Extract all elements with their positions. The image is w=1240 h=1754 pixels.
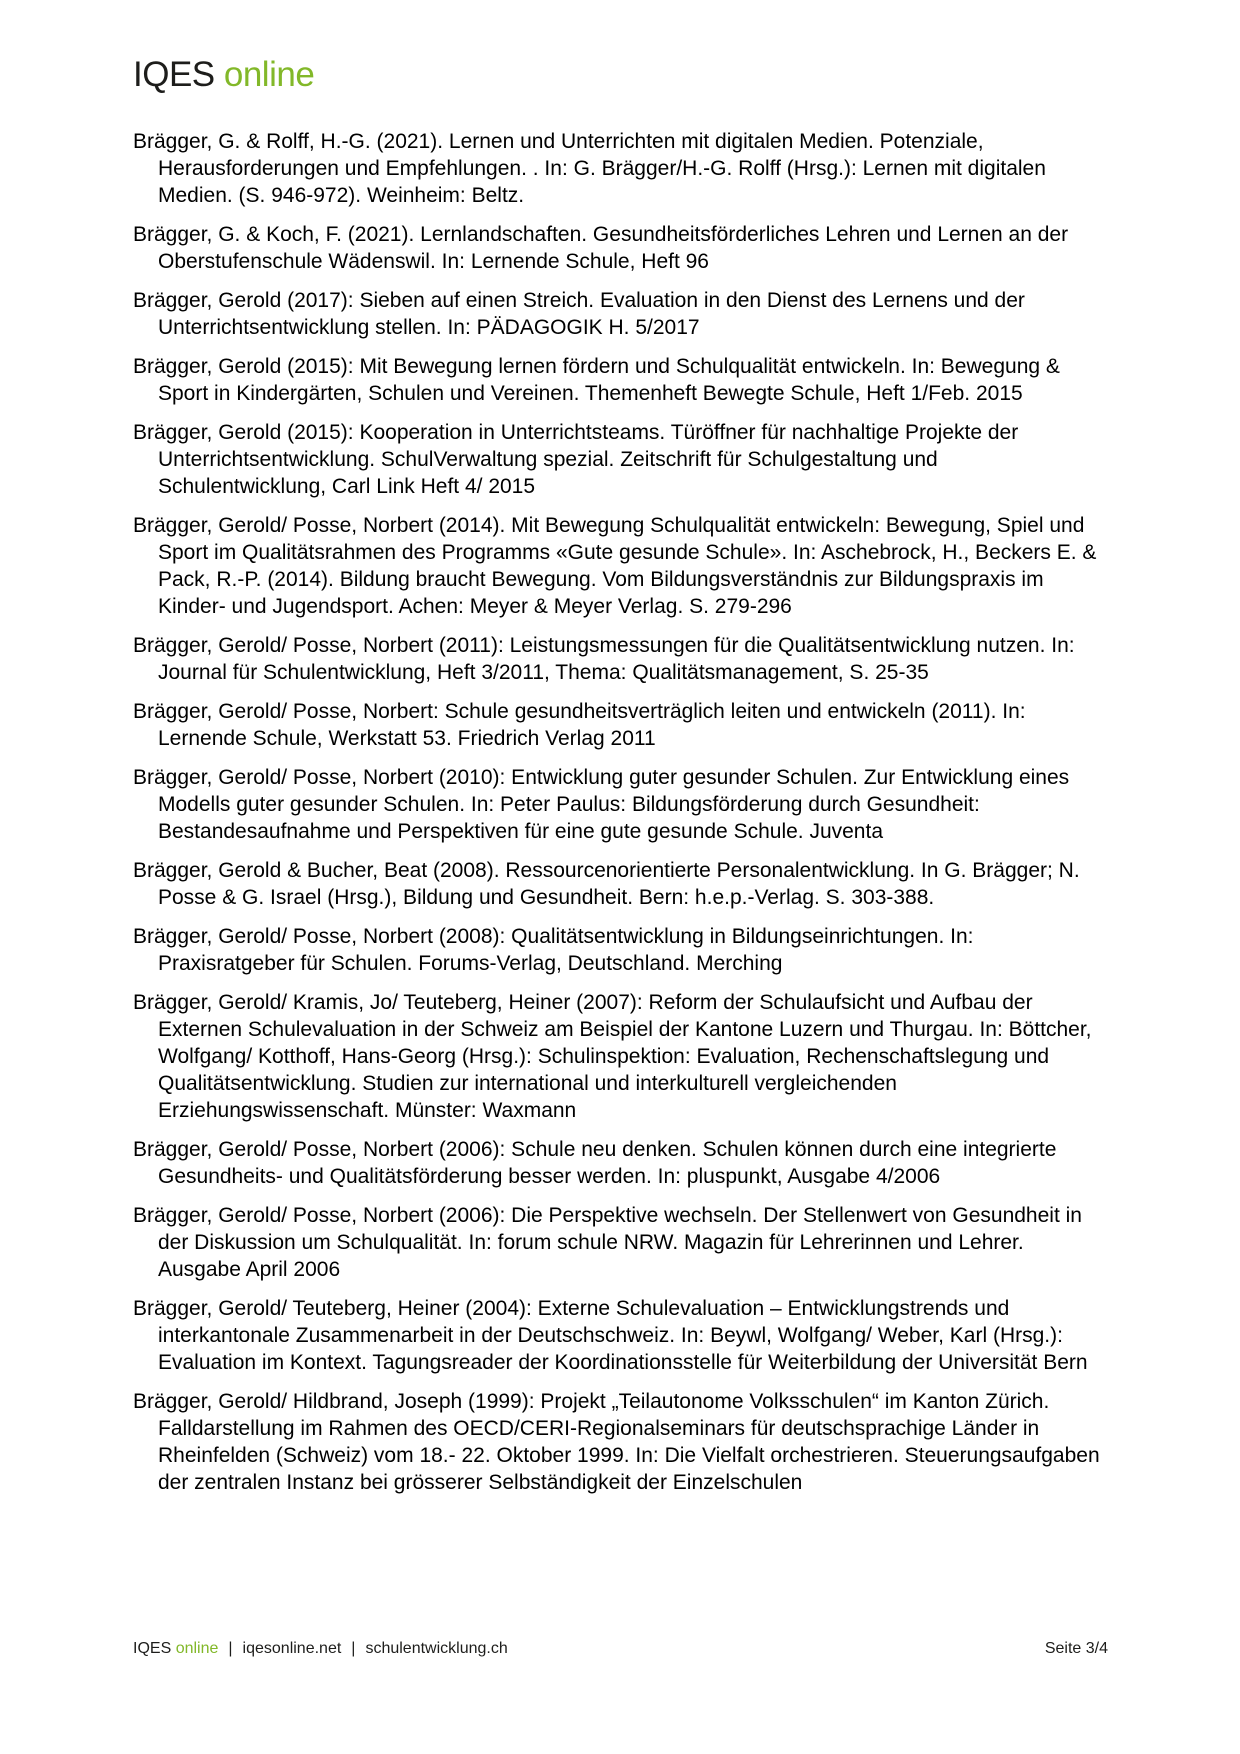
reference-list — [133, 128, 1111, 1508]
footer-separator: | — [228, 1640, 233, 1657]
footer-link-iqesonline: iqesonline.net — [242, 1640, 342, 1657]
reference-entry: Brägger, Gerold (2015): Mit Bewegung lernen fördern und Schulqualität entwickeln. In: Bewegung & Sport in Kindergärten, Schulen und Vereinen. Themenheft Bewegte Schule, Heft 1/Feb. 2015 — [133, 355, 1060, 405]
reference-entry: Brägger, Gerold/ Posse, Norbert (2006): Schule neu denken. Schulen können durch eine integrierte Gesundheits- und Qualitätsförderung besser werden. In: pluspunkt, Ausgabe 4/2006 — [133, 1138, 1057, 1188]
reference-entry: Brägger, G. & Koch, F. (2021). Lernlandschaften. Gesundheitsförderliches Lehren und Lernen an der Oberstufenschule Wädenswil. In: Lernende Schule, Heft 96 — [133, 223, 1069, 273]
reference-entry: Brägger, G. & Rolff, H.-G. (2021). Lernen und Unterrichten mit digitalen Medien. Potenziale, Herausforderungen und Empfehlungen. . In: G. Brägger/H.-G. Rolff (Hrsg.): Lernen mit digitalen Medien. (S. 946-972). Weinheim: Beltz. — [133, 130, 1046, 207]
reference-entry: Brägger, Gerold/ Posse, Norbert (2010): Entwicklung guter gesunder Schulen. Zur Entwicklung eines Modells guter gesunder Schulen. In: Peter Paulus: Bildungsförderung durch Gesundheit: Bestandesaufnahme und Perspektiven für eine gute gesunde Schule. Juventa — [133, 766, 1070, 843]
reference-entry: Brägger, Gerold/ Teuteberg, Heiner (2004): Externe Schulevaluation – Entwicklungstrends und interkantonale Zusammenarbeit in der Deutschschweiz. In: Beywl, Wolfgang/ Weber, Karl (Hrsg.): Evaluation im Kontext. Tagungsreader der Koordinationsstelle für Weiterbildung der Universität Bern — [133, 1297, 1088, 1374]
logo-text-iqes: IQES — [133, 55, 215, 94]
reference-entry: Brägger, Gerold/ Posse, Norbert (2014). Mit Bewegung Schulqualität entwickeln: Bewegung, Spiel und Sport im Qualitätsrahmen des Programms «Gute gesunde Schule». In: Aschebrock, H., Beckers E. & Pack, R.-P. (2014). Bildung braucht Bewegung. Vom Bildungsverständnis zur Bildungspraxis im Kinder- und Jugendsport. Achen: Meyer & Meyer Verlag. S. 279-296 — [133, 514, 1097, 618]
reference-entry: Brägger, Gerold/ Posse, Norbert (2011): Leistungsmessungen für die Qualitätsentwicklung nutzen. In: Journal für Schulentwicklung, Heft 3/2011, Thema: Qualitätsmanagement, S. 25-35 — [133, 634, 1075, 684]
footer-brand-iqes: IQES — [133, 1640, 172, 1657]
logo-text-online: online — [223, 55, 315, 94]
reference-entry: Brägger, Gerold & Bucher, Beat (2008). Ressourcenorientierte Personalentwicklung. In G. Brägger; N. Posse & G. Israel (Hrsg.), Bildung und Gesundheit. Bern: h.e.p.-Verlag. S. 303-388. — [133, 859, 1080, 909]
footer-brand-online: online — [175, 1640, 219, 1657]
reference-entry: Brägger, Gerold/ Posse, Norbert: Schule gesundheitsverträglich leiten und entwickeln (2011). In: Lernende Schule, Werkstatt 53. Friedrich Verlag 2011 — [133, 700, 1026, 750]
footer-brand-line — [133, 1640, 508, 1658]
page-number: Seite 3/4 — [1044, 1640, 1108, 1657]
reference-entry: Brägger, Gerold (2015): Kooperation in Unterrichtsteams. Türöffner für nachhaltige Projekte der Unterrichtsentwicklung. SchulVerwaltung spezial. Zeitschrift für Schulgestaltung und Schulentwicklung, Carl Link Heft 4/ 2015 — [133, 421, 1019, 498]
iqes-online-logo — [133, 55, 314, 95]
footer-separator: | — [351, 1640, 356, 1657]
reference-entry: Brägger, Gerold/ Posse, Norbert (2008): Qualitätsentwicklung in Bildungseinrichtungen. In: Praxisratgeber für Schulen. Forums-Verlag, Deutschland. Merching — [133, 925, 974, 975]
reference-entry: Brägger, Gerold/ Hildbrand, Joseph (1999): Projekt „Teilautonome Volksschulen“ im Kanton Zürich. Falldarstellung im Rahmen des OECD/CERI-Regionalseminars für deutschsprachige Länder in Rheinfelden (Schweiz) vom 18.- 22. Oktober 1999. In: Die Vielfalt orchestrieren. Steuerungsaufgaben der zentralen Instanz bei grösserer Selbständigkeit der Einzelschulen — [133, 1390, 1100, 1494]
reference-entry: Brägger, Gerold/ Kramis, Jo/ Teuteberg, Heiner (2007): Reform der Schulaufsicht und Aufbau der Externen Schulevaluation in der Schweiz am Beispiel der Kantone Luzern und Thurgau. In: Böttcher, Wolfgang/ Kotthoff, Hans-Georg (Hrsg.): Schulinspektion: Evaluation, Rechenschaftslegung und Qualitätsentwicklung. Studien zur international und interkulturell vergleichenden Erziehungswissenschaft. Münster: Waxmann — [133, 991, 1092, 1122]
reference-entry: Brägger, Gerold (2017): Sieben auf einen Streich. Evaluation in den Dienst des Lernens und der Unterrichtsentwicklung stellen. In: PÄDAGOGIK H. 5/2017 — [133, 289, 1025, 339]
reference-entry: Brägger, Gerold/ Posse, Norbert (2006): Die Perspektive wechseln. Der Stellenwert von Gesundheit in der Diskussion um Schulqualität. In: forum schule NRW. Magazin für Lehrerinnen und Lehrer. Ausgabe April 2006 — [133, 1204, 1082, 1281]
footer-link-schulentwicklung: schulentwicklung.ch — [365, 1640, 508, 1657]
page-footer — [133, 1640, 1108, 1658]
